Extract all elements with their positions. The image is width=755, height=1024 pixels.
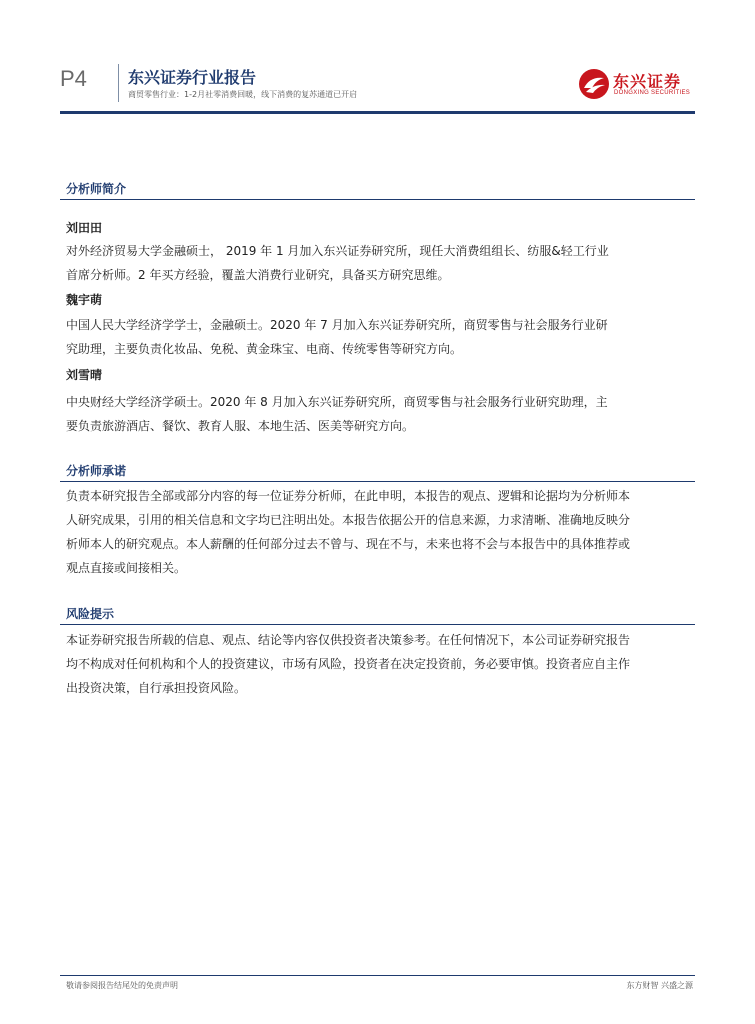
page-number: P4 [60, 66, 87, 91]
header-vertical-divider [118, 64, 119, 102]
risk-text [66, 628, 691, 700]
bio-line: 中央财经大学经济学硕士。2020 年 8 月加入东兴证券研究所，商贸零售与社会服务行业研究助理，主 [66, 395, 608, 409]
analyst-bio [66, 239, 691, 287]
logo-english-text: DONGXING SECURITIES [614, 90, 691, 96]
bio-line: 要负责旅游酒店、餐饮、教育人服、本地生活、医美等研究方向。 [66, 419, 415, 433]
commitment-heading: 分析师承诺 [66, 464, 127, 478]
commitment-line: 析师本人的研究观点。本人薪酬的任何部分过去不曾与、现在不与，未来也将不会与本报告中的具体推荐或 [66, 537, 631, 551]
risk-line: 出投资决策，自行承担投资风险。 [66, 681, 247, 695]
header-rule [60, 111, 695, 114]
footer-disclaimer-note: 敬请参阅报告结尾处的免责声明 [66, 981, 178, 990]
bio-line: 对外经济贸易大学金融硕士， 2019 年 1 月加入东兴证券研究所，现任大消费组组长、纺服&轻工行业 [66, 244, 609, 258]
risk-line: 均不构成对任何机构和个人的投资建议，市场有风险，投资者在决定投资前，务必要审慎。投资者应自主作 [66, 657, 631, 671]
risk-heading: 风险提示 [66, 607, 115, 621]
analyst-intro-heading: 分析师简介 [66, 182, 127, 196]
report-title: 东兴证券行业报告 [128, 68, 257, 87]
risk-rule [60, 624, 695, 625]
commitment-line: 人研究成果，引用的相关信息和文字均已注明出处。本报告依据公开的信息来源，力求清晰、准确地反映分 [66, 513, 631, 527]
logo-chinese-text: 东兴证券 [613, 72, 682, 91]
commitment-line: 观点直接或间接相关。 [66, 561, 187, 575]
page-header [0, 0, 755, 120]
commitment-line: 负责本研究报告全部或部分内容的每一位证券分析师，在此申明，本报告的观点、逻辑和论据均为分析师本 [66, 489, 631, 503]
commitment-text [66, 484, 691, 580]
footer-rule [60, 975, 695, 976]
bio-line: 首席分析师。2 年买方经验，覆盖大消费行业研究，具备买方研究思维。 [66, 268, 450, 282]
bio-line: 究助理，主要负责化妆品、免税、黄金珠宝、电商、传统零售等研究方向。 [66, 342, 463, 356]
commitment-rule [60, 481, 695, 482]
analyst-bio [66, 390, 691, 438]
bio-line: 中国人民大学经济学学士，金融硕士。2020 年 7 月加入东兴证券研究所，商贸零售与社会服务行业研 [66, 318, 608, 332]
report-subtitle: 商贸零售行业：1-2月社零消费回暖，线下消费的复苏通道已开启 [128, 90, 358, 99]
analyst-intro-rule [60, 199, 695, 200]
risk-line: 本证券研究报告所载的信息、观点、结论等内容仅供投资者决策参考。在任何情况下，本公司证券研究报告 [66, 633, 631, 647]
footer-slogan: 东方财智 兴盛之源 [626, 981, 693, 990]
analyst-bio [66, 313, 691, 361]
analyst-name: 魏宇萌 [66, 293, 103, 307]
analyst-name: 刘田田 [66, 221, 103, 235]
company-logo [578, 68, 698, 102]
analyst-name: 刘雪晴 [66, 368, 103, 382]
logo-emblem-icon [578, 68, 610, 100]
